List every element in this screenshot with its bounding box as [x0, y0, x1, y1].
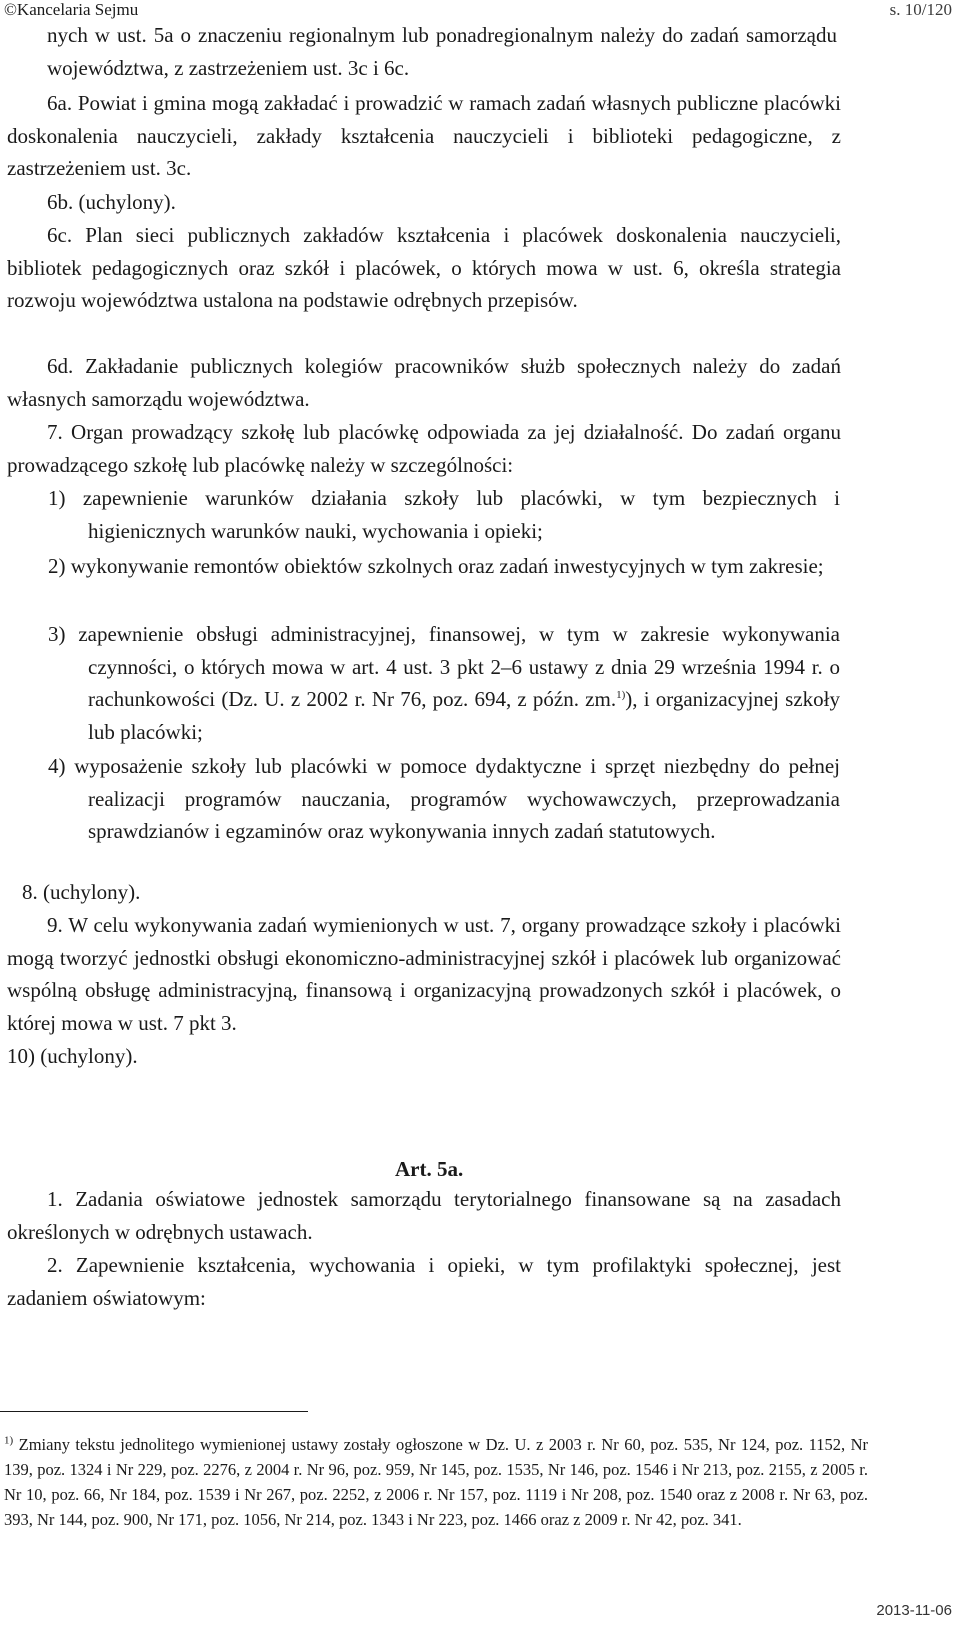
paragraph-6b: 6b. (uchylony).: [47, 190, 176, 214]
footnote-divider: [0, 1411, 308, 1412]
paragraph-6a: 6a. Powiat i gmina mogą zakładać i prowadzić w ramach zadań własnych publiczne placówki doskonalenia nauczycieli, zakłady kształcenia nauczycieli i biblioteki pedagogiczne, z zastrzeżeniem ust. 3c.: [7, 91, 841, 180]
paragraph-7: 7. Organ prowadzący szkołę lub placówkę odpowiada za jej działalność. Do zadań organu prowadzącego szkołę lub placówkę należy w szczególności:: [7, 420, 841, 477]
list-item-2: 2) wykonywanie remontów obiektów szkolnych oraz zadań inwestycyjnych w tym zakresie;: [48, 554, 824, 578]
paragraph-6d: 6d. Zakładanie publicznych kolegiów pracowników służb społecznych należy do zadań własnych samorządu województwa.: [7, 354, 841, 411]
paragraph-8: 8. (uchylony).: [22, 880, 141, 904]
paragraph-6c: 6c. Plan sieci publicznych zakładów kształcenia i placówek doskonalenia nauczycieli, bibliotek pedagogicznych oraz szkół i placówek, o których mowa w ust. 6, określa strategia rozwoju województwa ustalona na podstawie odrębnych przepisów.: [7, 223, 841, 312]
page-number: s. 10/120: [889, 0, 952, 19]
list-item-4: 4) wyposażenie szkoły lub placówki w pomoce dydaktyczne i sprzęt niezbędny do pełnej realizacji programów nauczania, programów wychowawczych, przeprowadzania sprawdzianów i egzaminów oraz wykonywania innych zadań statutowych.: [48, 754, 840, 843]
footnote-text: Zmiany tekstu jednolitego wymienionej ustawy zostały ogłoszone w Dz. U. z 2003 r. Nr 60, poz. 535, Nr 124, poz. 1152, Nr 139, poz. 1324 i Nr 229, poz. 2276, z 2004 r. Nr 96, poz. 959, Nr 145, poz. 1535, Nr 146, poz. 1546 i Nr 213, poz. 2155, z 2005 r. Nr 10, poz. 66, Nr 184, poz. 1539 i Nr 267, poz. 2252, z 2006 r. Nr 157, poz. 1119 i Nr 208, poz. 1540 oraz z 2008 r. Nr 63, poz. 393, Nr 144, poz. 900, Nr 171, poz. 1056, Nr 214, poz. 1343 i Nr 223, poz. 1466 oraz z 2009 r. Nr 42, poz. 341.: [4, 1435, 868, 1529]
footnote-marker: 1): [4, 1434, 14, 1447]
paragraph-continuation: nych w ust. 5a o znaczeniu regionalnym lub ponadregionalnym należy do zadań samorządu województwa, z zastrzeżeniem ust. 3c i 6c.: [47, 23, 837, 80]
art-5a-item-1: 1. Zadania oświatowe jednostek samorządu terytorialnego finansowane są na zasadach określonych w odrębnych ustawach.: [7, 1187, 841, 1244]
publisher-header: ©Kancelaria Sejmu: [4, 0, 139, 19]
list-item-3: 3) zapewnienie obsługi administracyjnej, finansowej, w tym w zakresie wykonywania czynności, o których mowa w art. 4 ust. 3 pkt 2–6 ustawy z dnia 29 września 1994 r. o rachunkowości (Dz. U. z 2002 r. Nr 76, poz. 694, z późn. zm.$^{1)}$), i organizacyjnej szkoły lub placówki;: [48, 622, 840, 744]
paragraph-10: 10) (uchylony).: [7, 1044, 138, 1068]
art-5a-item-2: 2. Zapewnienie kształcenia, wychowania i opieki, w tym profilaktyki społecznej, jest zadaniem oświatowym:: [7, 1253, 841, 1310]
list-item-1: 1) zapewnienie warunków działania szkoły lub placówki, w tym bezpiecznych i higienicznych warunków nauki, wychowania i opieki;: [48, 486, 840, 543]
paragraph-9: 9. W celu wykonywania zadań wymienionych w ust. 7, organy prowadzące szkoły i placówki mogą tworzyć jednostki obsługi ekonomiczno-administracyjnej szkół i placówek lub organizować wspólną obsługę administracyjną, finansową i organizacyjną prowadzonych szkół i placówek, o której mowa w ust. 7 pkt 3.: [7, 913, 841, 1035]
footnote-reference: 1): [616, 689, 626, 701]
document-date: 2013-11-06: [876, 1602, 952, 1619]
footnote: [4, 1432, 868, 1532]
article-title: Art. 5a.: [395, 1157, 464, 1181]
